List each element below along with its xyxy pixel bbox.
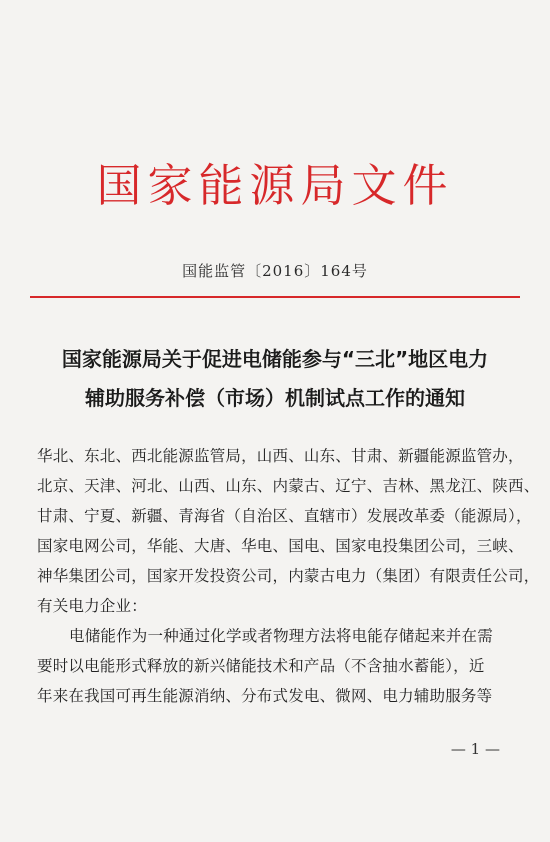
paragraph-line: 电储能作为一种通过化学或者物理方法将电能存储起来并在需 [69, 627, 493, 645]
addressee-line: 北京、天津、河北、山西、山东、内蒙古、辽宁、吉林、黑龙江、陕西、 [37, 477, 540, 495]
page-number: — 1 — [450, 740, 500, 758]
addressee-line: 有关电力企业： [37, 597, 147, 615]
paragraph-line: 要时以电能形式释放的新兴储能技术和产品（不含抽水蓄能），近 [37, 657, 485, 675]
addressee-line: 国家电网公司，华能、大唐、华电、国电、国家电投集团公司，三峡、 [37, 537, 524, 555]
body-text [37, 441, 540, 711]
addressee-line: 甘肃、宁夏、新疆、青海省（自治区、直辖市）发展改革委（能源局）， [37, 507, 532, 525]
addressee-line: 神华集团公司，国家开发投资公司，内蒙古电力（集团）有限责任公司， [37, 567, 540, 585]
notice-title-line: 国家能源局关于促进电储能参与“三北”地区电力 [61, 347, 489, 371]
notice-title-line: 辅助服务补偿（市场）机制试点工作的通知 [85, 386, 465, 410]
paragraph-line: 年来在我国可再生能源消纳、分布式发电、微网、电力辅助服务等 [37, 687, 493, 705]
document-number: 国能监管〔2016〕164号 [182, 262, 368, 280]
red-divider-line [30, 296, 520, 298]
notice-title [28, 340, 522, 418]
document-header-title: 国家能源局文件 [96, 159, 454, 212]
addressee-line: 华北、东北、西北能源监管局，山西、山东、甘肃、新疆能源监管办， [37, 447, 524, 465]
